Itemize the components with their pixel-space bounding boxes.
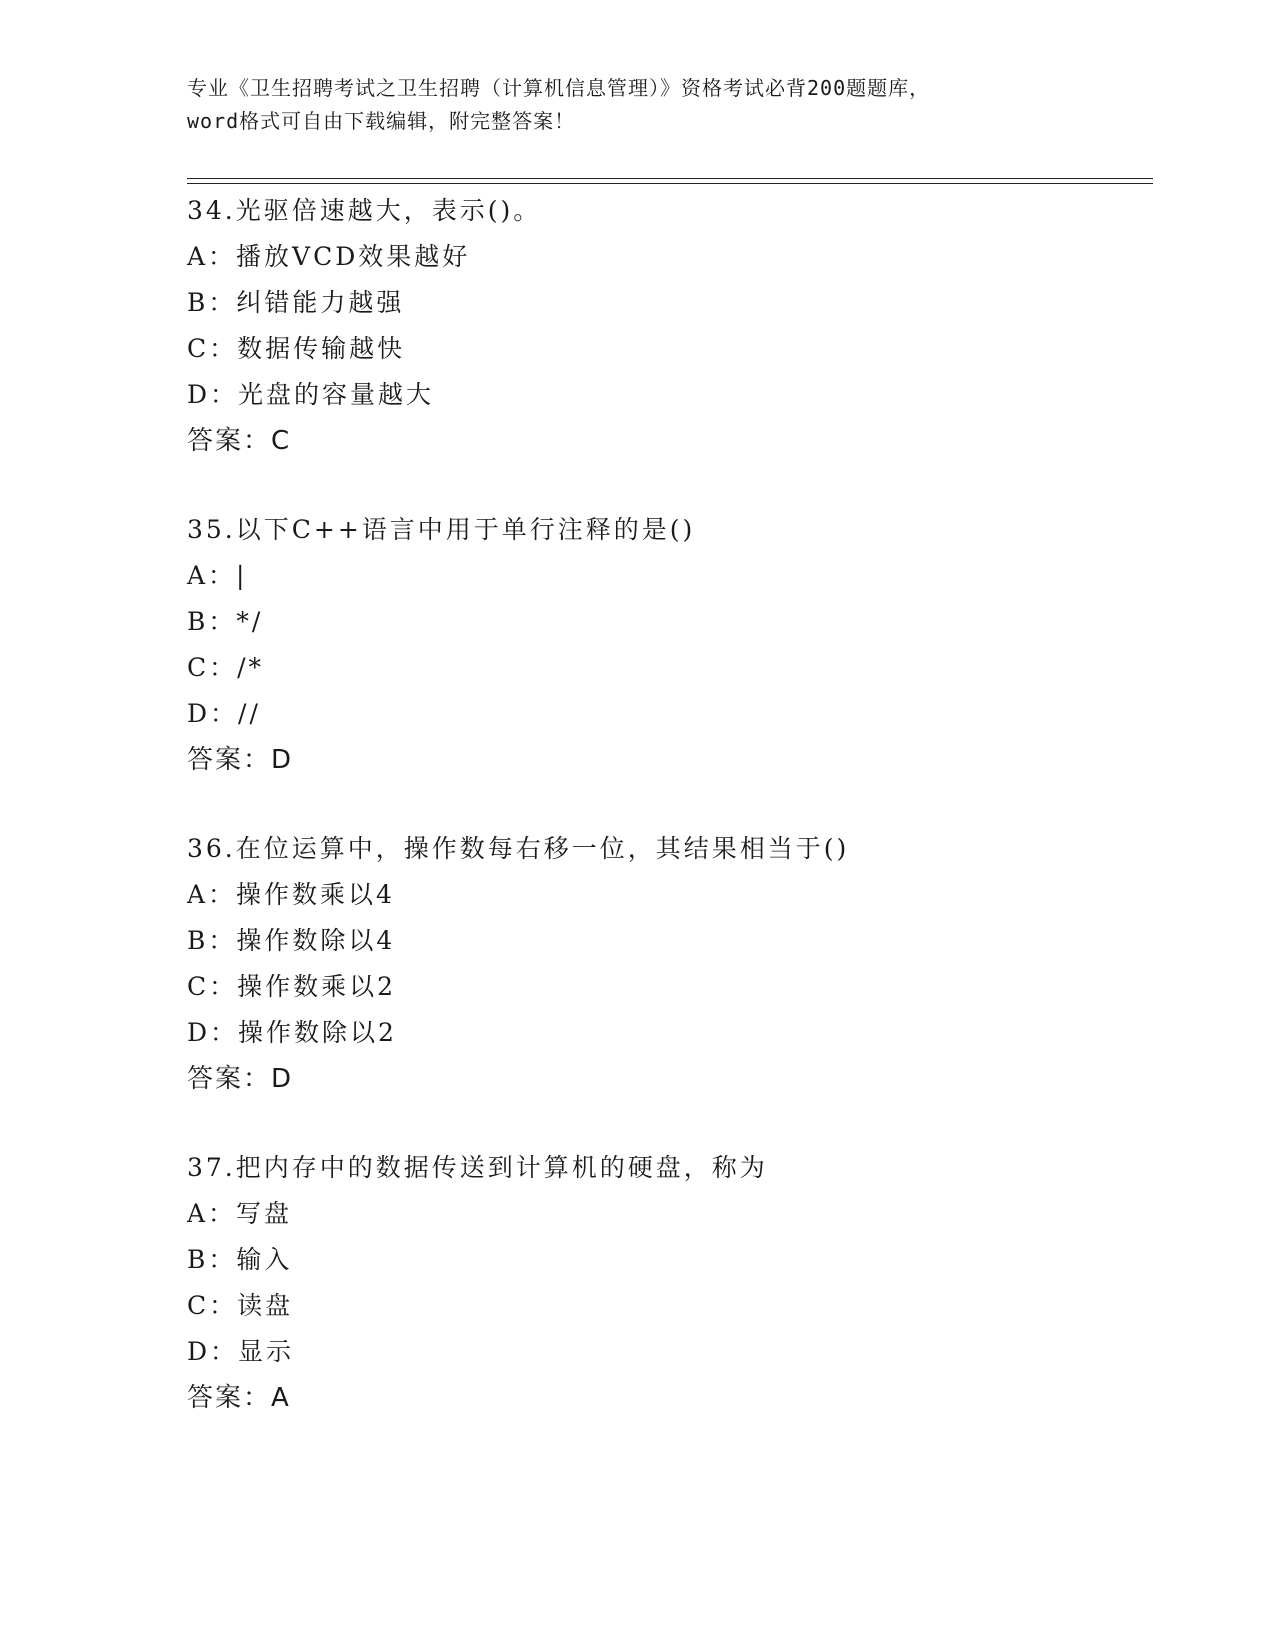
header-divider-top	[187, 178, 1153, 179]
answer: 答案：D	[187, 745, 294, 775]
option-a: A：操作数乘以4	[187, 880, 395, 909]
document-header	[187, 72, 1107, 138]
question-list	[187, 188, 1147, 1464]
option-c: C：读盘	[187, 1291, 294, 1320]
option-c: C：操作数乘以2	[187, 972, 397, 1001]
question-36	[187, 826, 1147, 1102]
option-b: B：纠错能力越强	[187, 288, 405, 317]
header-divider-bottom	[187, 183, 1153, 184]
option-a: A：|	[187, 561, 248, 590]
option-d: D：光盘的容量越大	[187, 380, 435, 409]
question-37	[187, 1145, 1147, 1421]
question-stem: 35.以下C++语言中用于单行注释的是()	[187, 515, 696, 544]
option-d: D：显示	[187, 1337, 295, 1366]
question-34	[187, 188, 1147, 464]
option-d: D：操作数除以2	[187, 1018, 397, 1047]
option-a: A：播放VCD效果越好	[187, 242, 471, 271]
question-35	[187, 507, 1147, 783]
option-c: C：数据传输越快	[187, 334, 406, 363]
question-stem: 34.光驱倍速越大，表示()。	[187, 196, 542, 225]
option-d: D：//	[187, 699, 261, 728]
option-a: A：写盘	[187, 1199, 293, 1228]
question-stem: 37.把内存中的数据传送到计算机的硬盘，称为	[187, 1153, 768, 1182]
header-line-1: 专业《卫生招聘考试之卫生招聘（计算机信息管理）》资格考试必背200题题库，	[187, 76, 931, 100]
option-b: B：*/	[187, 607, 264, 636]
option-b: B：操作数除以4	[187, 926, 396, 955]
option-c: C：/*	[187, 653, 265, 682]
header-line-2: word格式可自由下载编辑，附完整答案！	[187, 109, 576, 133]
question-stem: 36.在位运算中，操作数每右移一位，其结果相当于()	[187, 834, 850, 863]
answer: 答案：D	[187, 1064, 294, 1094]
answer: 答案：A	[187, 1383, 291, 1413]
answer: 答案：C	[187, 426, 292, 456]
option-b: B：输入	[187, 1245, 293, 1274]
